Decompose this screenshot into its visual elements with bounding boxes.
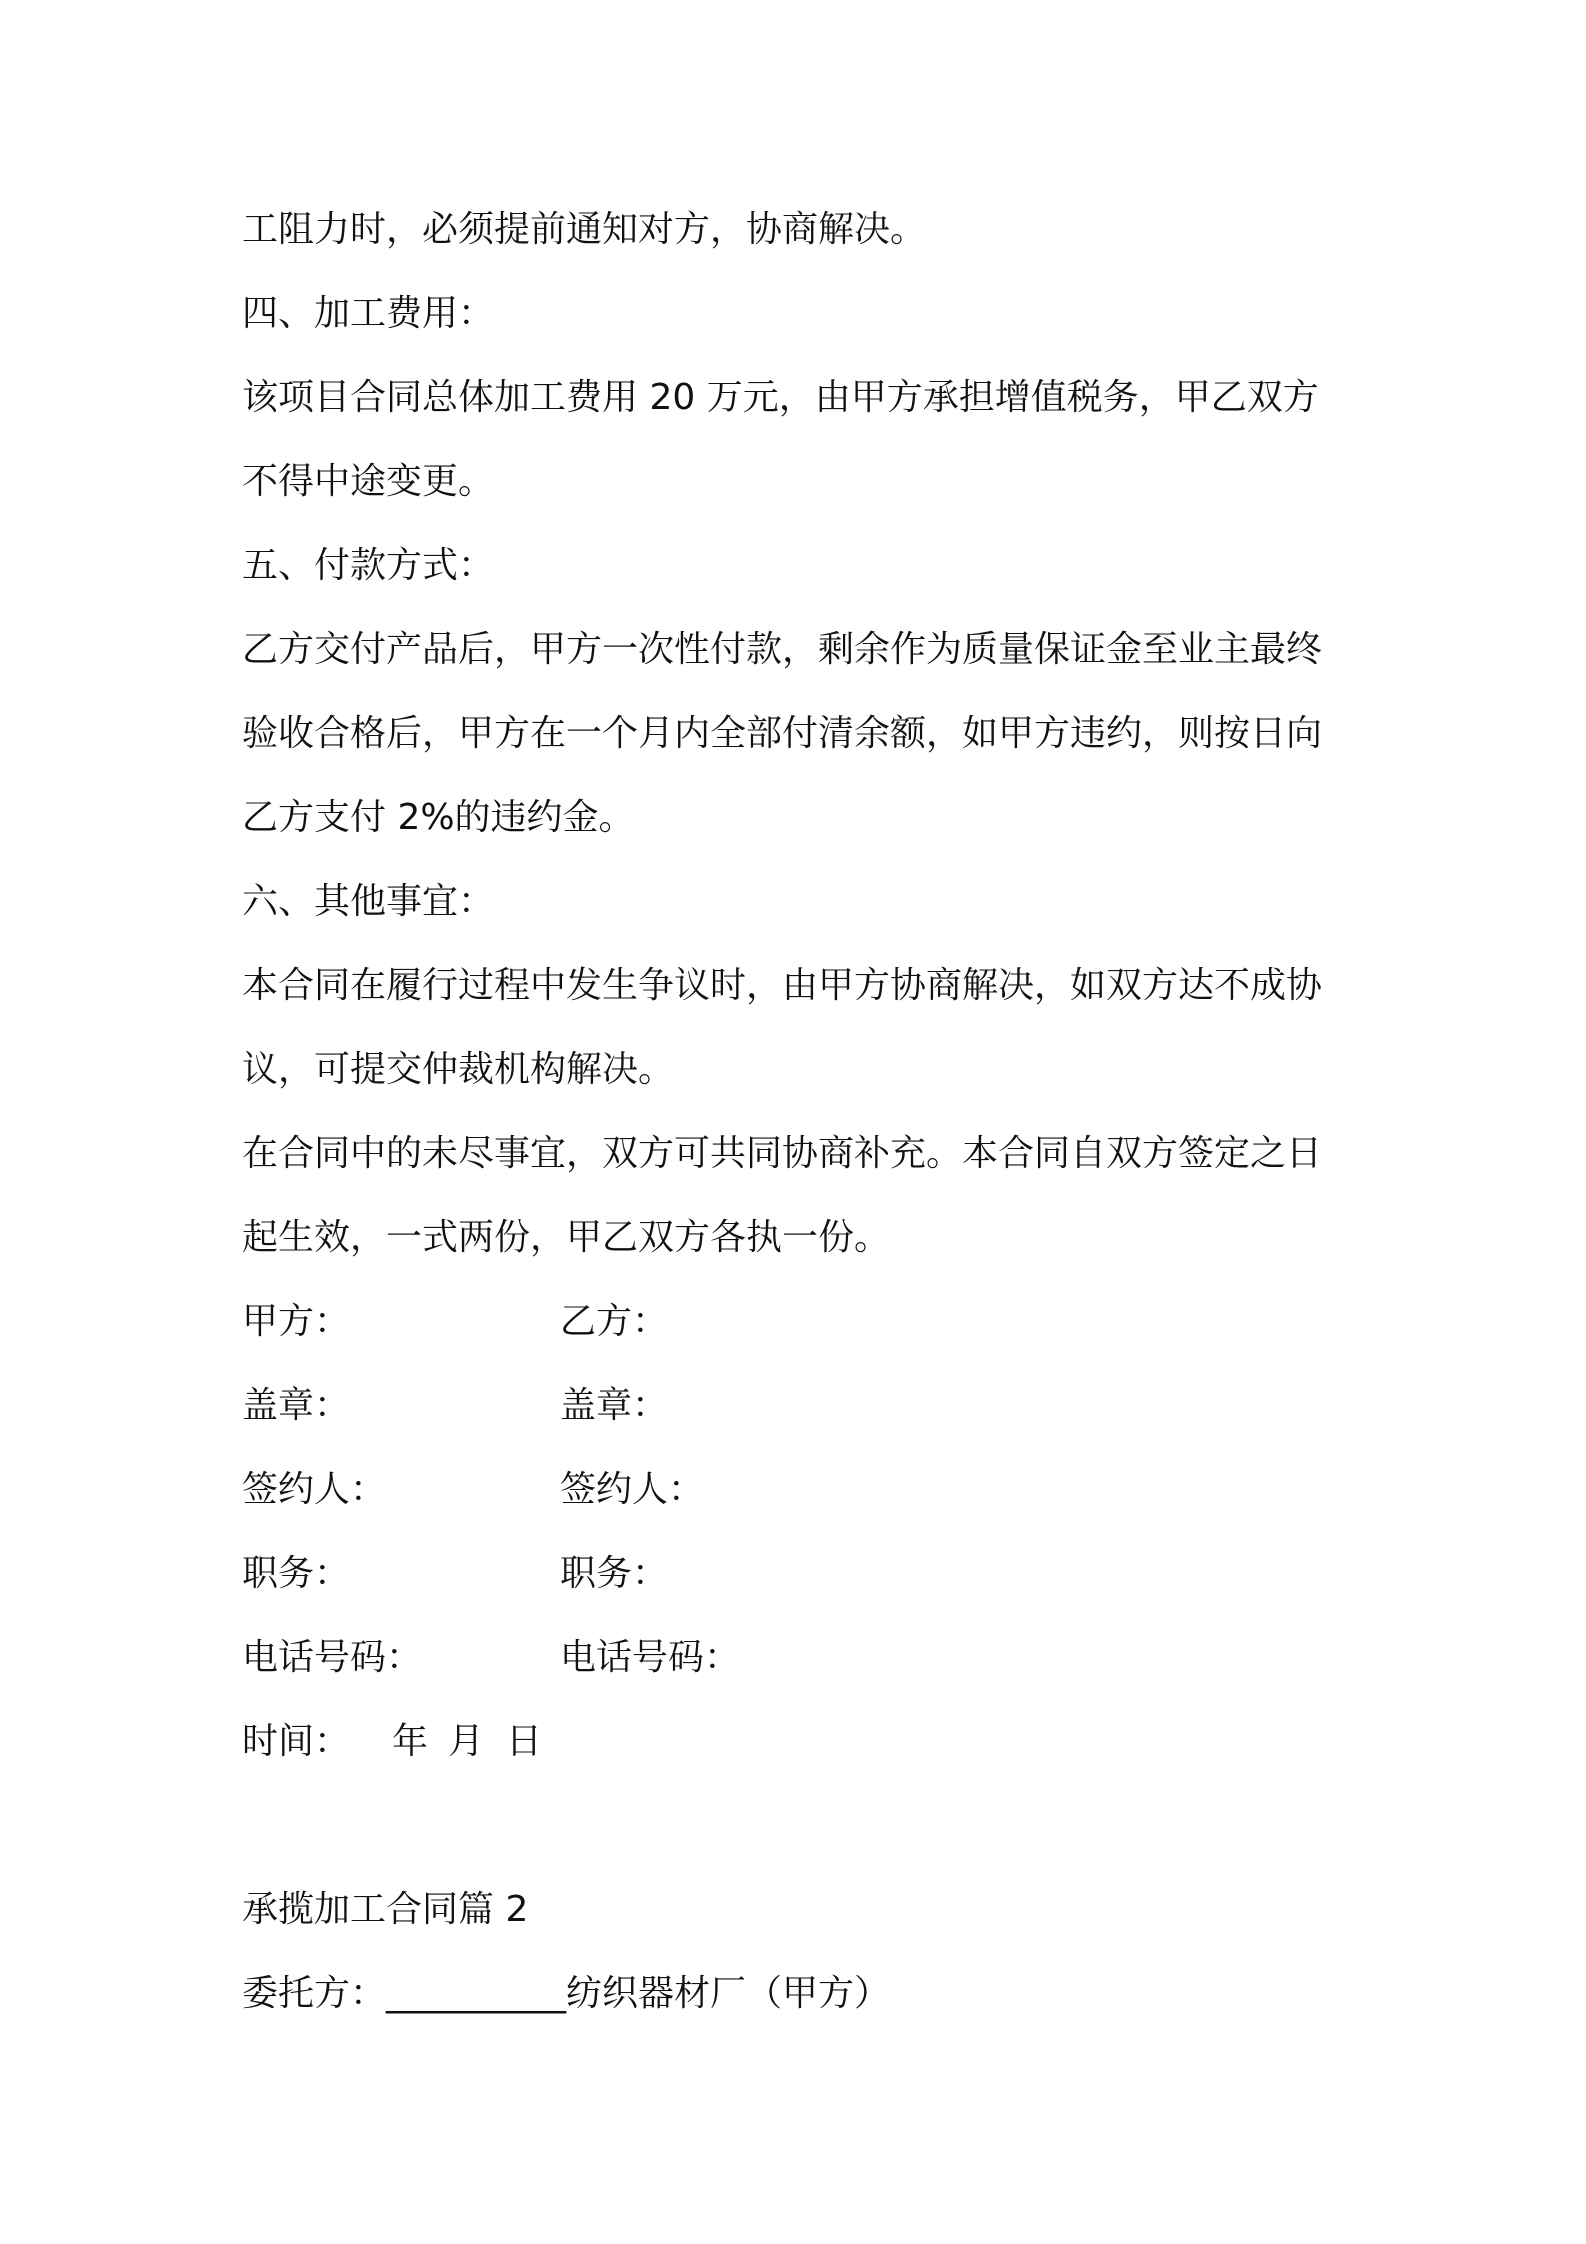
phone-b-label: 电话号码： xyxy=(560,1637,741,1678)
paragraph-line: 在合同中的未尽事宜，双方可共同协商补充。本合同自双方签定之日 xyxy=(242,1133,1323,1174)
seal-b-label: 盖章： xyxy=(560,1385,669,1426)
section-heading-processing-fee: 四、加工费用： xyxy=(242,293,495,334)
month-label: 月 xyxy=(448,1721,485,1762)
day-label: 日 xyxy=(506,1721,543,1762)
time-label: 时间： xyxy=(242,1721,351,1762)
paragraph-line: 工阻力时，必须提前通知对方，协商解决。 xyxy=(242,209,927,250)
title-b-label: 职务： xyxy=(560,1553,669,1594)
title-a-label: 职务： xyxy=(242,1553,351,1594)
paragraph-line: 议，可提交仲裁机构解决。 xyxy=(242,1049,675,1090)
paragraph-line: 乙方交付产品后，甲方一次性付款，剩余作为质量保证金至业主最终 xyxy=(242,629,1323,670)
paragraph-line: 本合同在履行过程中发生争议时，由甲方协商解决，如双方达不成协 xyxy=(242,965,1323,1006)
signer-b-label: 签约人： xyxy=(560,1469,705,1510)
party-a-label: 甲方： xyxy=(242,1301,351,1342)
paragraph-line: 起生效，一式两份，甲乙双方各执一份。 xyxy=(242,1217,891,1258)
paragraph-line: 乙方支付 2%的违约金。 xyxy=(242,797,635,838)
phone-a-label: 电话号码： xyxy=(242,1637,423,1678)
paragraph-line: 该项目合同总体加工费用 20 万元，由甲方承担增值税务，甲乙双方 xyxy=(242,377,1319,418)
paragraph-line: 验收合格后，甲方在一个月内全部付清余额，如甲方违约，则按日向 xyxy=(242,713,1323,754)
signer-a-label: 签约人： xyxy=(242,1469,387,1510)
section-heading-other-matters: 六、其他事宜： xyxy=(242,881,495,922)
party-b-label: 乙方： xyxy=(560,1301,669,1342)
section-title: 承揽加工合同篇 2 xyxy=(242,1889,529,1930)
client-line: 委托方：__________纺织器材厂（甲方） xyxy=(242,1973,891,2014)
seal-a-label: 盖章： xyxy=(242,1385,351,1426)
section-heading-payment: 五、付款方式： xyxy=(242,545,495,586)
paragraph-line: 不得中途变更。 xyxy=(242,461,495,502)
year-label: 年 xyxy=(392,1721,429,1762)
